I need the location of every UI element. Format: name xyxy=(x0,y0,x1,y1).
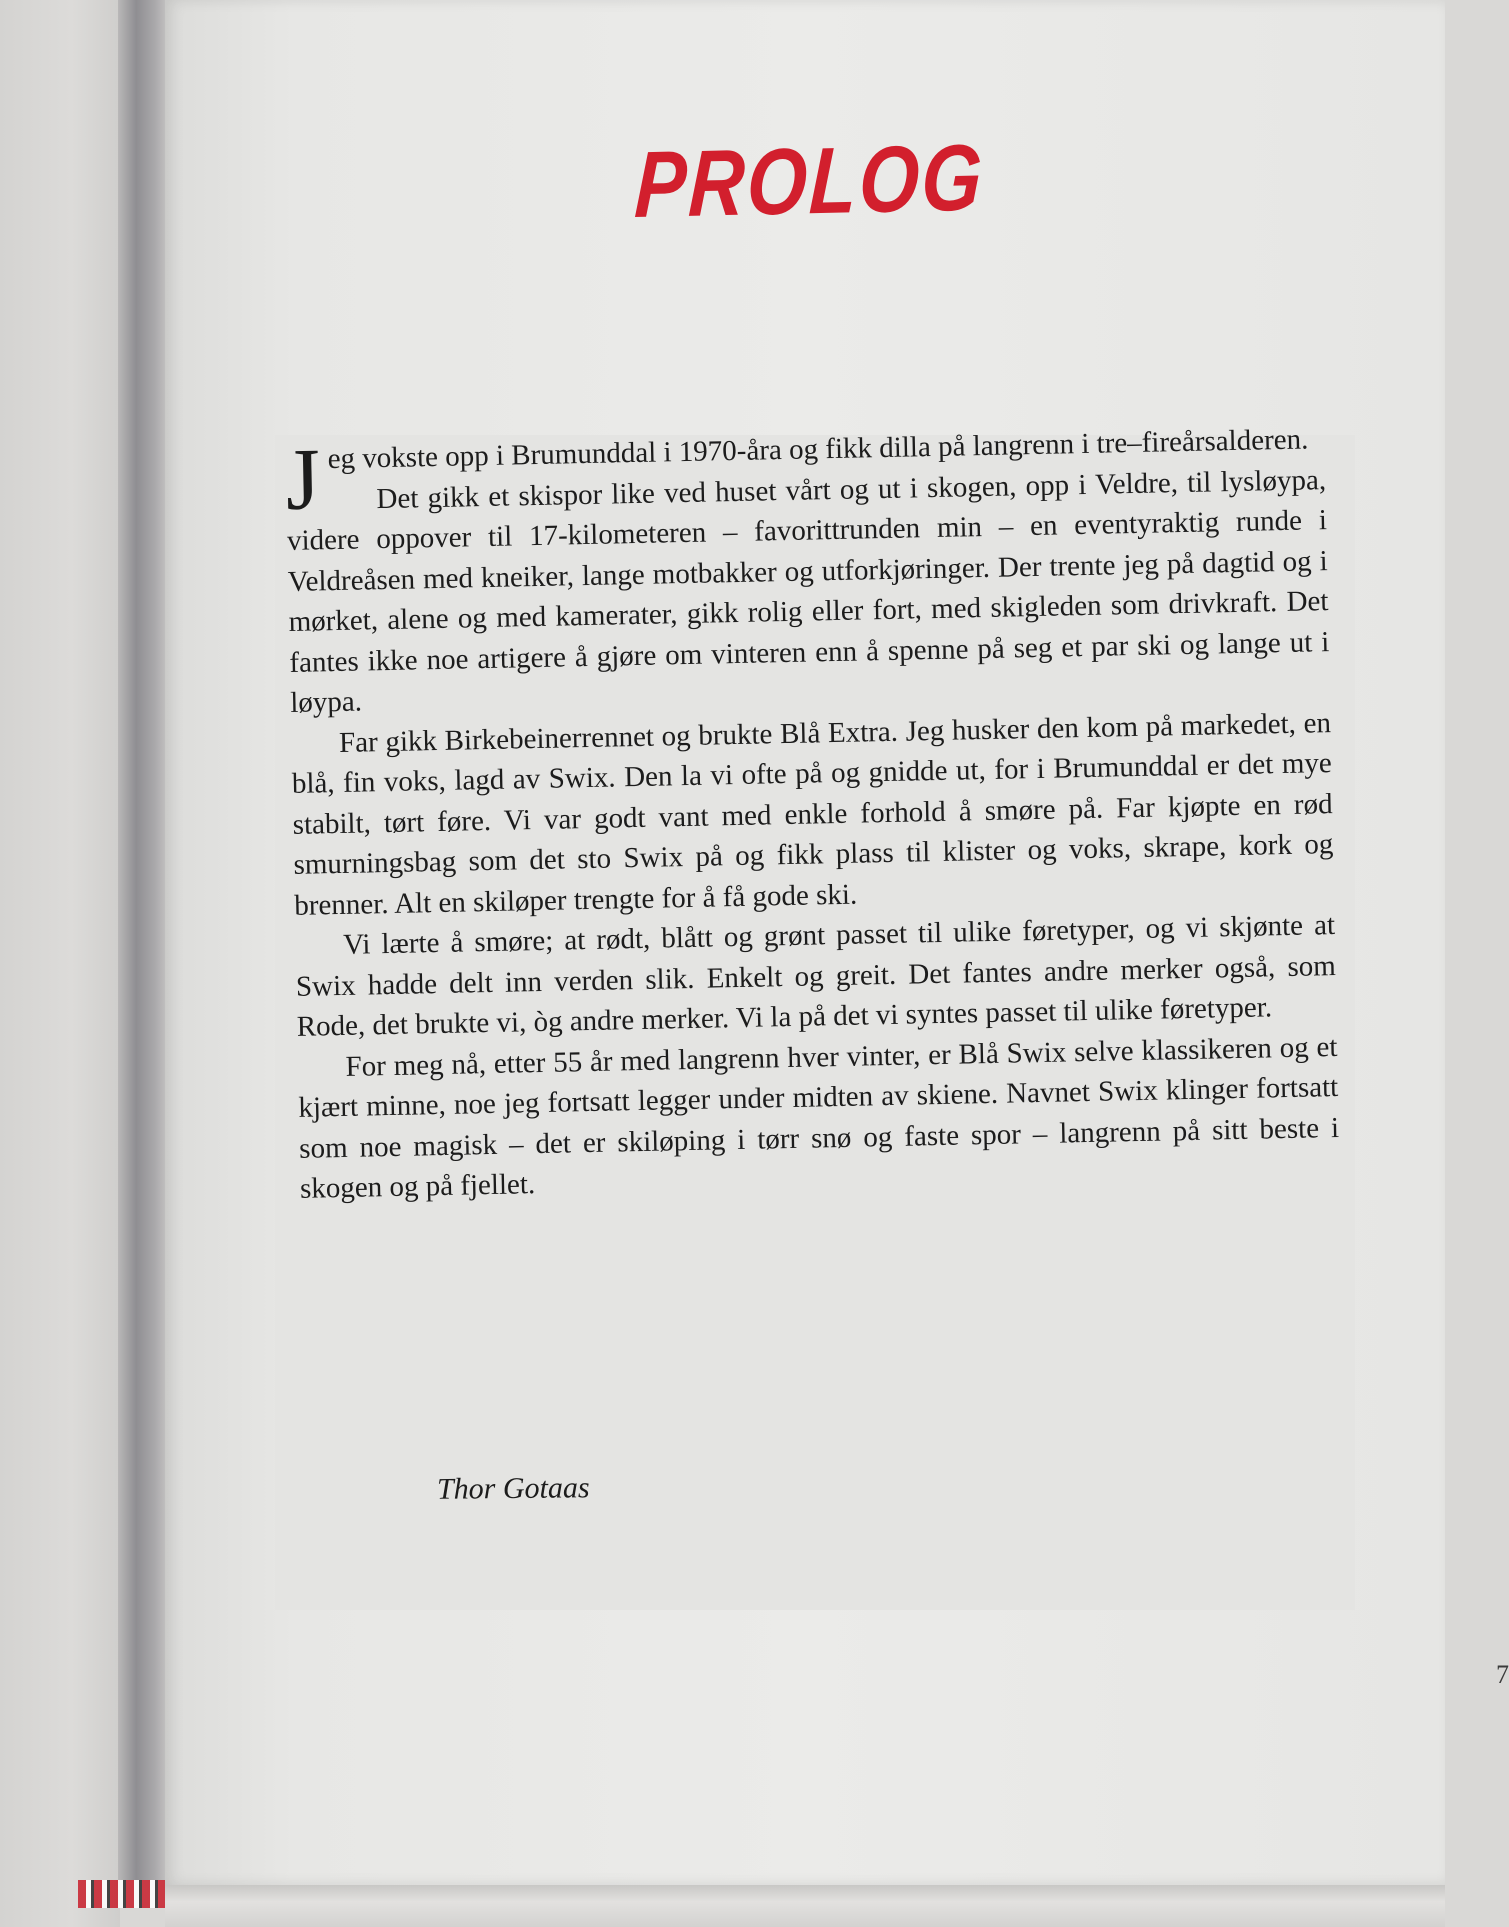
paragraph-3: Far gikk Birkebeinerrennet og brukte Blå Extra. Jeg husker den kom på markedet, en blå, fin voks, lagd av Swix. Den la vi ofte på og gnidde ut, for i Brumunddal er det mye stabilt, tørt føre. Vi var godt vant med enkle forhold å smøre på. Far kjøpte en rød smurningsbag som det sto Swix på og fikk plass til klister og voks, skrape, kork og brenner. Alt en skiløper trengte for å få gode ski. xyxy=(291,706,1334,922)
book-page xyxy=(165,0,1509,1885)
book-cover-edge xyxy=(118,0,170,1880)
drop-cap: J xyxy=(284,431,322,529)
page-bottom-edge xyxy=(165,1885,1445,1927)
paragraph-4: Vi lærte å smøre; at rødt, blått og grønt passet til ulike føretyper, og vi skjønte at Swix hadde delt inn verden slik. Enkelt og greit. Det fantes andre merker også, som Rode, det brukte vi, òg andre merker. Vi la på det vi syntes passet til ulike føretyper. xyxy=(295,909,1337,1043)
chapter-title: PROLOG xyxy=(632,124,987,237)
paragraph-5: For meg nå, etter 55 år med langrenn hver vinter, er Blå Swix selve klassikeren og et kjært minne, noe jeg fortsatt legger under midten av skiene. Navnet Swix klinger fortsatt som noe magisk – det er skiløping i tørr snø og faste spor – langrenn på sitt beste i skogen og på fjellet. xyxy=(298,1030,1340,1205)
page-number: 7 xyxy=(1496,1660,1509,1689)
left-page-edge xyxy=(0,0,120,1927)
prologue-text xyxy=(285,419,1340,1209)
paragraph-1-text: eg vokste opp i Brumunddal i 1970-åra og fikk dilla på langrenn i tre–fireårsalderen. xyxy=(327,423,1309,476)
author-signature: Thor Gotaas xyxy=(436,1471,590,1506)
paragraph-2: Det gikk et skispor like ved huset vårt og ut i skogen, opp i Veldre, til lysløypa, videre oppover til 17-kilometeren – favorittrunden min – en eventyraktig runde i Veldreåsen med kneiker, lange motbakker og utforkjøringer. Der trente jeg på dagtid og i mørket, alene og med kamerater, gikk rolig eller fort, med skigleden som drivkraft. Det fantes ikke noe artigere å gjøre om vinteren enn å spenne på seg et par ski og lange ut i løypa. xyxy=(286,463,1330,719)
